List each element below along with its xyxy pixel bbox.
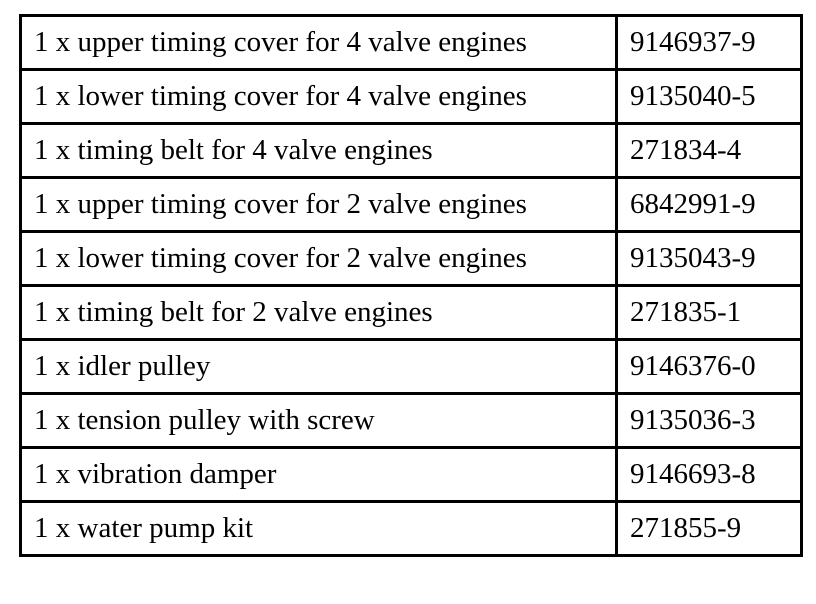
table-row xyxy=(21,394,802,448)
part-description-cell: 1 x timing belt for 2 valve engines xyxy=(21,286,617,340)
part-number-cell: 9146693-8 xyxy=(617,448,802,502)
part-description-cell: 1 x idler pulley xyxy=(21,340,617,394)
part-description-cell: 1 x tension pulley with screw xyxy=(21,394,617,448)
table-row xyxy=(21,178,802,232)
table-row xyxy=(21,502,802,556)
part-number-cell: 271834-4 xyxy=(617,124,802,178)
table-row xyxy=(21,232,802,286)
part-number-cell: 9135036-3 xyxy=(617,394,802,448)
part-number-cell: 271855-9 xyxy=(617,502,802,556)
table-row xyxy=(21,124,802,178)
part-description-cell: 1 x lower timing cover for 2 valve engines xyxy=(21,232,617,286)
table-row xyxy=(21,16,802,70)
part-number-cell: 6842991-9 xyxy=(617,178,802,232)
part-description-cell: 1 x vibration damper xyxy=(21,448,617,502)
part-description-cell: 1 x upper timing cover for 2 valve engines xyxy=(21,178,617,232)
table-row xyxy=(21,286,802,340)
table-row xyxy=(21,340,802,394)
part-number-cell: 9146376-0 xyxy=(617,340,802,394)
parts-table xyxy=(19,14,803,557)
part-number-cell: 9135040-5 xyxy=(617,70,802,124)
table-row xyxy=(21,70,802,124)
part-number-cell: 271835-1 xyxy=(617,286,802,340)
part-number-cell: 9146937-9 xyxy=(617,16,802,70)
parts-table-body xyxy=(21,16,802,556)
part-description-cell: 1 x timing belt for 4 valve engines xyxy=(21,124,617,178)
part-number-cell: 9135043-9 xyxy=(617,232,802,286)
part-description-cell: 1 x lower timing cover for 4 valve engines xyxy=(21,70,617,124)
part-description-cell: 1 x water pump kit xyxy=(21,502,617,556)
table-row xyxy=(21,448,802,502)
part-description-cell: 1 x upper timing cover for 4 valve engines xyxy=(21,16,617,70)
